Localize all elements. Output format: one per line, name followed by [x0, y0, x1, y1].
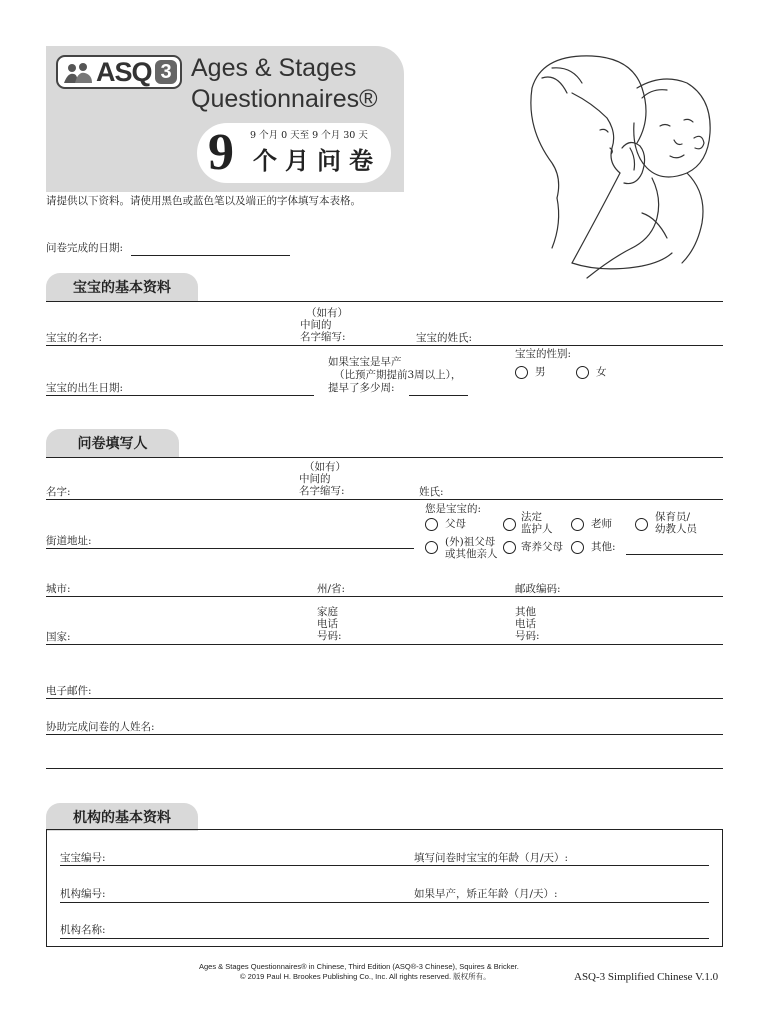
- premature-weeks-field[interactable]: [409, 395, 468, 396]
- age-range: 9 个月 0 天至 9 个月 30 天: [250, 130, 368, 141]
- female-label: 女: [596, 366, 607, 378]
- program-id-field[interactable]: [60, 902, 709, 903]
- filler-middle-line2: 中间的: [299, 473, 331, 485]
- logo-text: ASQ: [96, 57, 152, 87]
- program-name-field[interactable]: [60, 938, 709, 939]
- relation-label: 您是宝宝的:: [425, 503, 482, 515]
- other-phone-line2: 电话: [515, 618, 536, 630]
- home-phone-line2: 电话: [317, 618, 338, 630]
- guardian-line1: 法定: [521, 511, 542, 523]
- baby-section-rule: [46, 301, 723, 302]
- program-id-label: 机构编号:: [60, 888, 106, 900]
- teacher-label: 老师: [591, 518, 612, 530]
- foster-radio[interactable]: [503, 541, 516, 554]
- state-label: 州/省:: [317, 583, 346, 595]
- asq-logo: [56, 55, 182, 89]
- big-month-number: 9: [208, 124, 234, 181]
- filler-surname-label: 姓氏:: [419, 486, 444, 498]
- guardian-radio[interactable]: [503, 518, 516, 531]
- logo-number: 3: [155, 60, 177, 84]
- dob-field[interactable]: [46, 395, 314, 396]
- country-label: 国家:: [46, 631, 71, 643]
- other-field[interactable]: [626, 554, 723, 555]
- footer-line2: © 2019 Paul H. Brookes Publishing Co., Inc. All rights reserved. 版权所有。: [240, 972, 491, 981]
- home-phone-line3: 号码:: [317, 630, 342, 642]
- child-id-label: 宝宝编号:: [60, 852, 106, 864]
- baby-surname-label: 宝宝的姓氏:: [416, 332, 473, 344]
- baby-middle-line2: 中间的: [300, 319, 332, 331]
- teacher-radio[interactable]: [571, 518, 584, 531]
- male-label: 男: [535, 366, 546, 378]
- city-label: 城市:: [46, 583, 71, 595]
- grandparent-line2: 或其他亲人: [445, 548, 498, 560]
- filler-name-field[interactable]: [46, 499, 723, 500]
- email-label: 电子邮件:: [46, 685, 92, 697]
- grandparent-line1: (外)祖父母: [445, 536, 496, 548]
- date-field[interactable]: [131, 255, 290, 256]
- filler-section-rule: [46, 457, 723, 458]
- male-radio[interactable]: [515, 366, 528, 379]
- city-state-zip-field[interactable]: [46, 596, 723, 597]
- premature-line3: 提早了多少周:: [328, 382, 395, 394]
- date-label: 问卷完成的日期:: [46, 242, 124, 254]
- mother-baby-illustration: [512, 48, 722, 288]
- filler-name-label: 名字:: [46, 486, 71, 498]
- caregiver-line1: 保育员/: [655, 511, 691, 523]
- filler-middle-line3: 名字缩写:: [299, 485, 345, 497]
- guardian-line2: 监护人: [521, 523, 553, 535]
- title-line1: Ages & Stages: [191, 54, 357, 82]
- gender-label: 宝宝的性别:: [515, 348, 572, 360]
- agency-tab: 机构的基本资料: [46, 803, 198, 831]
- address-field[interactable]: [46, 548, 414, 549]
- zip-label: 邮政编码:: [515, 583, 561, 595]
- other-label: 其他:: [591, 541, 616, 553]
- helpers-field[interactable]: [46, 734, 723, 735]
- baby-middle-optional: （如有）: [306, 307, 348, 319]
- parent-label: 父母: [445, 518, 466, 530]
- grandparent-radio[interactable]: [425, 541, 438, 554]
- agency-box: [46, 829, 723, 947]
- filler-tab: 问卷填写人: [46, 429, 179, 457]
- helpers-label: 协助完成问卷的人姓名:: [46, 721, 155, 733]
- title-line2: Questionnaires®: [191, 85, 378, 113]
- country-phone-field[interactable]: [46, 644, 723, 645]
- questionnaire-title: 个月问卷: [253, 146, 381, 175]
- caregiver-radio[interactable]: [635, 518, 648, 531]
- intro-text: 请提供以下资料。请使用黑色或蓝色笔以及端正的字体填写本表格。: [46, 195, 361, 207]
- baby-name-field[interactable]: [46, 345, 723, 346]
- adjusted-age-label: 如果早产，矫正年龄（月/天）:: [414, 888, 558, 900]
- program-name-label: 机构名称:: [60, 924, 106, 936]
- home-phone-line1: 家庭: [317, 606, 338, 618]
- age-at-admin-label: 填写问卷时宝宝的年龄（月/天）:: [414, 852, 569, 864]
- other-phone-line3: 号码:: [515, 630, 540, 642]
- address-label: 街道地址:: [46, 535, 92, 547]
- caregiver-line2: 幼教人员: [655, 523, 697, 535]
- parent-radio[interactable]: [425, 518, 438, 531]
- email-field[interactable]: [46, 698, 723, 699]
- other-radio[interactable]: [571, 541, 584, 554]
- helpers-field-2[interactable]: [46, 768, 723, 769]
- baby-name-label: 宝宝的名字:: [46, 332, 103, 344]
- filler-middle-optional: （如有）: [304, 461, 346, 473]
- premature-line1: 如果宝宝是早产: [328, 356, 402, 368]
- foster-label: 寄养父母: [521, 541, 563, 553]
- female-radio[interactable]: [576, 366, 589, 379]
- dob-label: 宝宝的出生日期:: [46, 382, 124, 394]
- baby-middle-line3: 名字缩写:: [300, 331, 346, 343]
- other-phone-line1: 其他: [515, 606, 536, 618]
- child-id-field[interactable]: [60, 865, 709, 866]
- footer-line1: Ages & Stages Questionnaires® in Chinese, Third Edition (ASQ®-3 Chinese), Squires & Bricker.: [199, 962, 519, 971]
- version-label: ASQ-3 Simplified Chinese V.1.0: [574, 971, 719, 983]
- family-icon: [62, 62, 94, 84]
- premature-line2: （比预产期提前3周以上），: [334, 369, 462, 381]
- baby-info-tab: 宝宝的基本资料: [46, 273, 198, 301]
